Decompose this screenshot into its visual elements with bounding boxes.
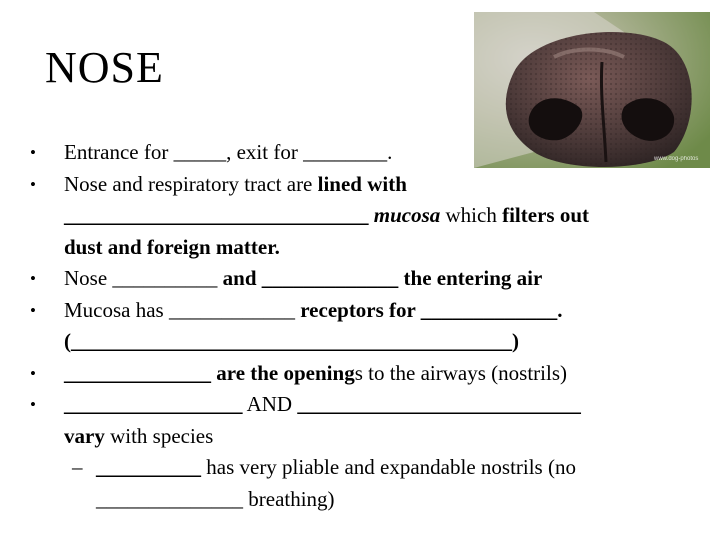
bullet-item-6 [30, 389, 710, 452]
bullet-1-text: Entrance for _____, exit for ________. [64, 140, 393, 164]
bullet-icon: • [30, 143, 36, 162]
bullet-2-text-c: which [440, 203, 503, 227]
bullet-2-text-e: dust and foreign matter. [64, 234, 280, 259]
photo-watermark: www.dog-photos [654, 156, 699, 162]
bullet-4-text-b: receptors for _____________. [300, 297, 563, 322]
bullet-icon: • [30, 363, 36, 383]
subbullet-blank: __________ [96, 455, 201, 479]
bullet-3-text-b: and _____________ the entering air [222, 266, 543, 290]
bullet-item-2 [30, 169, 710, 264]
bullet-4-text-c: (__________________________________________) [64, 329, 519, 353]
slide-title: NOSE [45, 43, 164, 92]
bullet-6-and: AND [242, 392, 298, 416]
bullet-6-text: with species [104, 423, 214, 448]
bullet-icon: • [30, 269, 36, 288]
bullet-item-3 [30, 263, 710, 295]
bullet-item-4 [30, 295, 710, 358]
bullet-5-text-b: s to the airways (nostrils) [354, 360, 567, 385]
subbullet-text-a: has very pliable and expandable nostrils (no [201, 455, 576, 479]
bullet-list [30, 137, 710, 515]
bullet-2-mucosa: mucosa [373, 203, 441, 227]
bullet-icon: • [30, 174, 36, 194]
bullet-3-text-a: Nose __________ [64, 266, 223, 290]
subbullet-text-b: ______________ breathing) [96, 486, 335, 511]
bullet-2-text-a: Nose and respiratory tract are [64, 171, 318, 196]
bullet-item-5 [30, 358, 710, 390]
bullet-2-text-d: filters out [502, 203, 589, 227]
dash-icon: – [72, 455, 83, 479]
bullet-4-text-a: Mucosa has ____________ [64, 297, 301, 322]
bullet-6-vary: vary [64, 423, 105, 448]
bullet-item-1 [30, 137, 710, 169]
bullet-icon: • [30, 300, 36, 320]
bullet-5-text-a: ______________ are the opening [64, 360, 355, 385]
bullet-2-text-b: lined with [317, 171, 407, 196]
subbullet-item [30, 452, 710, 515]
bullet-icon: • [30, 395, 36, 414]
bullet-2-blank: _____________________________ [64, 203, 369, 227]
bullet-6-blank-b: ___________________________ [297, 392, 581, 416]
bullet-6-blank-a: _________________ [64, 392, 243, 416]
